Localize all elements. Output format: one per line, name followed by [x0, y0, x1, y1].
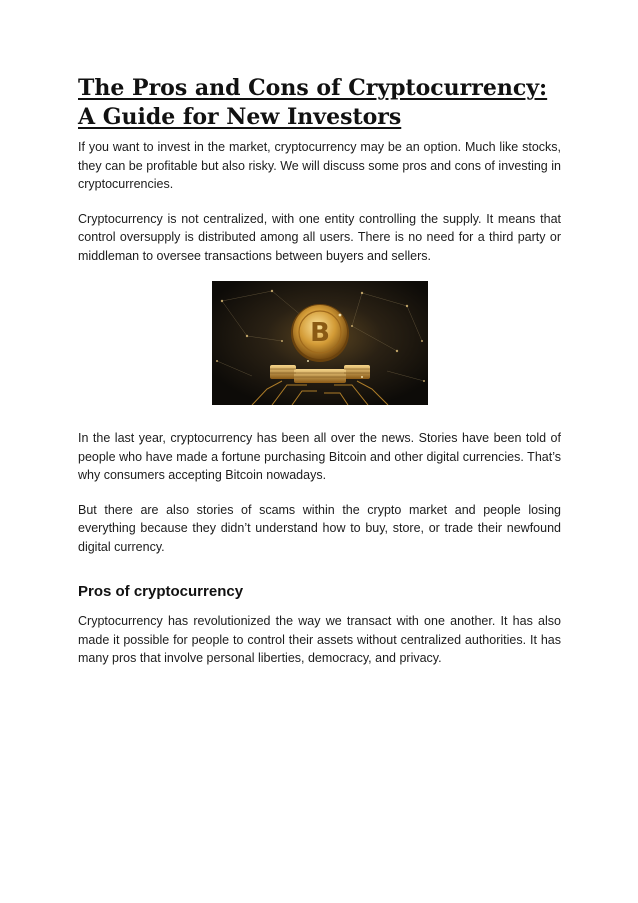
body-paragraph-2: But there are also stories of scams within the crypto market and people losing everything because they didn’t understand how to buy, store, or trade their newfound digital currency. — [78, 502, 561, 554]
section-paragraph-pros: Cryptocurrency has revolutionized the way we transact with one another. It has also made it possible for people to control their assets without centralized authorities. It has many pros that involve personal liberties, democracy, and privacy. — [78, 614, 561, 665]
bitcoin-coin — [291, 304, 349, 362]
section-heading-pros: Pros of cryptocurrency — [78, 583, 244, 600]
document-page — [78, 74, 561, 684]
document-title: The Pros and Cons of Cryptocurrency: A Guide for New Investors — [78, 75, 548, 130]
bitcoin-illustration — [212, 281, 428, 405]
coin-letter: B — [309, 318, 330, 348]
bitcoin-image — [212, 281, 428, 405]
intro-paragraph-2: Cryptocurrency is not centralized, with one entity controlling the supply. It means that control oversupply is distributed among all users. There is no need for a third party or middleman to oversee transactions between buyers and sellers. — [78, 211, 561, 263]
intro-paragraph-1: If you want to invest in the market, cryptocurrency may be an option. Much like stocks, they can be profitable but also risky. We will discuss some pros and cons of investing in cryptocurrencies. — [78, 140, 561, 191]
body-paragraph-1: In the last year, cryptocurrency has been all over the news. Stories have been told of people who have made a fortune purchasing Bitcoin and other digital currencies. That’s why consumers accepting Bitcoin nowadays. — [78, 431, 561, 482]
